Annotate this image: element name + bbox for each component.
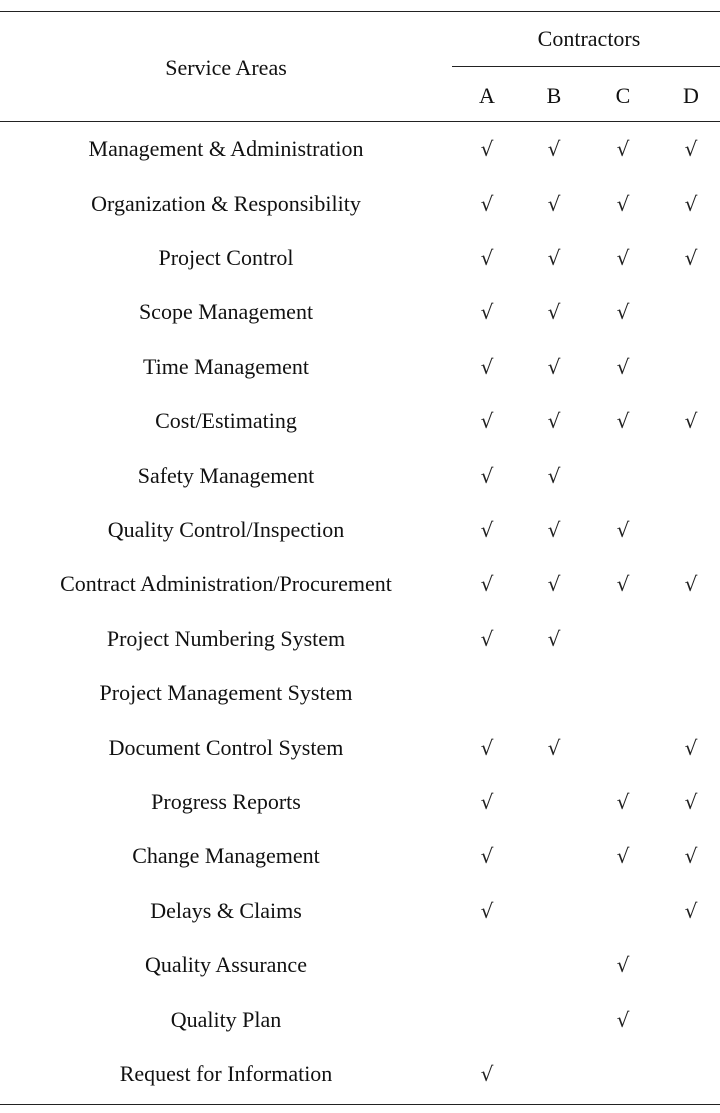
check-mark-icon: √: [684, 191, 698, 216]
table-row: [0, 557, 720, 611]
check-mark-icon: √: [684, 409, 698, 434]
check-mark-icon: √: [616, 245, 630, 270]
check-mark-icon: √: [616, 191, 630, 216]
table-row: [0, 448, 720, 502]
service-area-cell: Document Control System: [108, 734, 344, 760]
check-mark-icon: √: [616, 953, 630, 978]
service-area-cell: Contract Administration/Procurement: [60, 571, 392, 597]
service-area-cell: Time Management: [143, 353, 309, 379]
check-mark-icon: √: [616, 1007, 630, 1032]
check-mark-icon: √: [480, 789, 494, 814]
check-mark-icon: √: [480, 409, 494, 434]
service-area-cell: Scope Management: [138, 299, 314, 325]
service-area-cell: Management & Administration: [88, 136, 364, 162]
service-area-cell: Safety Management: [137, 462, 315, 488]
table-row: [0, 884, 720, 938]
check-mark-icon: √: [480, 898, 494, 923]
table-row: [0, 612, 720, 666]
service-area-cell: Progress Reports: [151, 788, 301, 814]
check-mark-icon: √: [684, 137, 698, 162]
table-row: [0, 938, 720, 992]
column-header-c: C: [615, 83, 631, 108]
check-mark-icon: √: [684, 844, 698, 869]
service-area-cell: Project Control: [158, 244, 294, 270]
check-mark-icon: √: [480, 626, 494, 651]
check-mark-icon: √: [547, 517, 561, 542]
check-mark-icon: √: [547, 191, 561, 216]
column-header-d: D: [683, 83, 699, 108]
check-mark-icon: √: [616, 572, 630, 597]
table-row: [0, 720, 720, 774]
service-area-cell: Organization & Responsibility: [91, 190, 361, 216]
check-mark-icon: √: [547, 300, 561, 325]
check-mark-icon: √: [684, 789, 698, 814]
table-row: [0, 775, 720, 829]
check-mark-icon: √: [616, 409, 630, 434]
check-mark-icon: √: [547, 137, 561, 162]
service-areas-header: Service Areas: [165, 55, 287, 80]
table-row: [0, 340, 720, 394]
table-row: [0, 176, 720, 230]
check-mark-icon: √: [547, 626, 561, 651]
table-row: [0, 231, 720, 285]
table-row: [0, 394, 720, 448]
table-bottom-rule: [0, 1104, 720, 1105]
table-row: [0, 1047, 720, 1101]
check-mark-icon: √: [480, 191, 494, 216]
contractors-header: Contractors: [537, 26, 641, 51]
service-area-cell: Delays & Claims: [150, 897, 302, 923]
check-mark-icon: √: [480, 572, 494, 597]
check-mark-icon: √: [480, 300, 494, 325]
table-row: [0, 992, 720, 1046]
table-row: [0, 122, 720, 176]
check-mark-icon: √: [616, 354, 630, 379]
column-header-a: A: [479, 83, 495, 108]
check-mark-icon: √: [547, 245, 561, 270]
check-mark-icon: √: [547, 463, 561, 488]
check-mark-icon: √: [480, 137, 494, 162]
check-mark-icon: √: [684, 245, 698, 270]
table-row: [0, 829, 720, 883]
check-mark-icon: √: [547, 572, 561, 597]
check-mark-icon: √: [480, 735, 494, 760]
check-mark-icon: √: [480, 463, 494, 488]
column-header-b: B: [546, 83, 562, 108]
check-mark-icon: √: [547, 354, 561, 379]
service-area-cell: Quality Control/Inspection: [107, 516, 345, 542]
contractors-group-rule: [452, 66, 720, 67]
check-mark-icon: √: [684, 898, 698, 923]
check-mark-icon: √: [684, 735, 698, 760]
check-mark-icon: √: [547, 735, 561, 760]
check-mark-icon: √: [616, 844, 630, 869]
check-mark-icon: √: [616, 789, 630, 814]
service-area-cell: Change Management: [132, 843, 320, 869]
service-area-cell: Project Management System: [99, 680, 353, 706]
check-mark-icon: √: [480, 245, 494, 270]
table-top-rule: [0, 11, 720, 12]
check-mark-icon: √: [480, 517, 494, 542]
service-area-cell: Cost/Estimating: [155, 408, 297, 434]
check-mark-icon: √: [616, 300, 630, 325]
table-row: [0, 285, 720, 339]
service-area-cell: Quality Assurance: [145, 952, 307, 978]
service-area-cell: Project Numbering System: [106, 625, 346, 651]
check-mark-icon: √: [480, 354, 494, 379]
table-row: [0, 503, 720, 557]
check-mark-icon: √: [684, 572, 698, 597]
service-area-cell: Quality Plan: [170, 1006, 282, 1032]
check-mark-icon: √: [480, 844, 494, 869]
table-row: [0, 666, 720, 720]
service-area-cell: Request for Information: [119, 1060, 333, 1086]
check-mark-icon: √: [616, 137, 630, 162]
check-mark-icon: √: [547, 409, 561, 434]
check-mark-icon: √: [480, 1061, 494, 1086]
check-mark-icon: √: [616, 517, 630, 542]
